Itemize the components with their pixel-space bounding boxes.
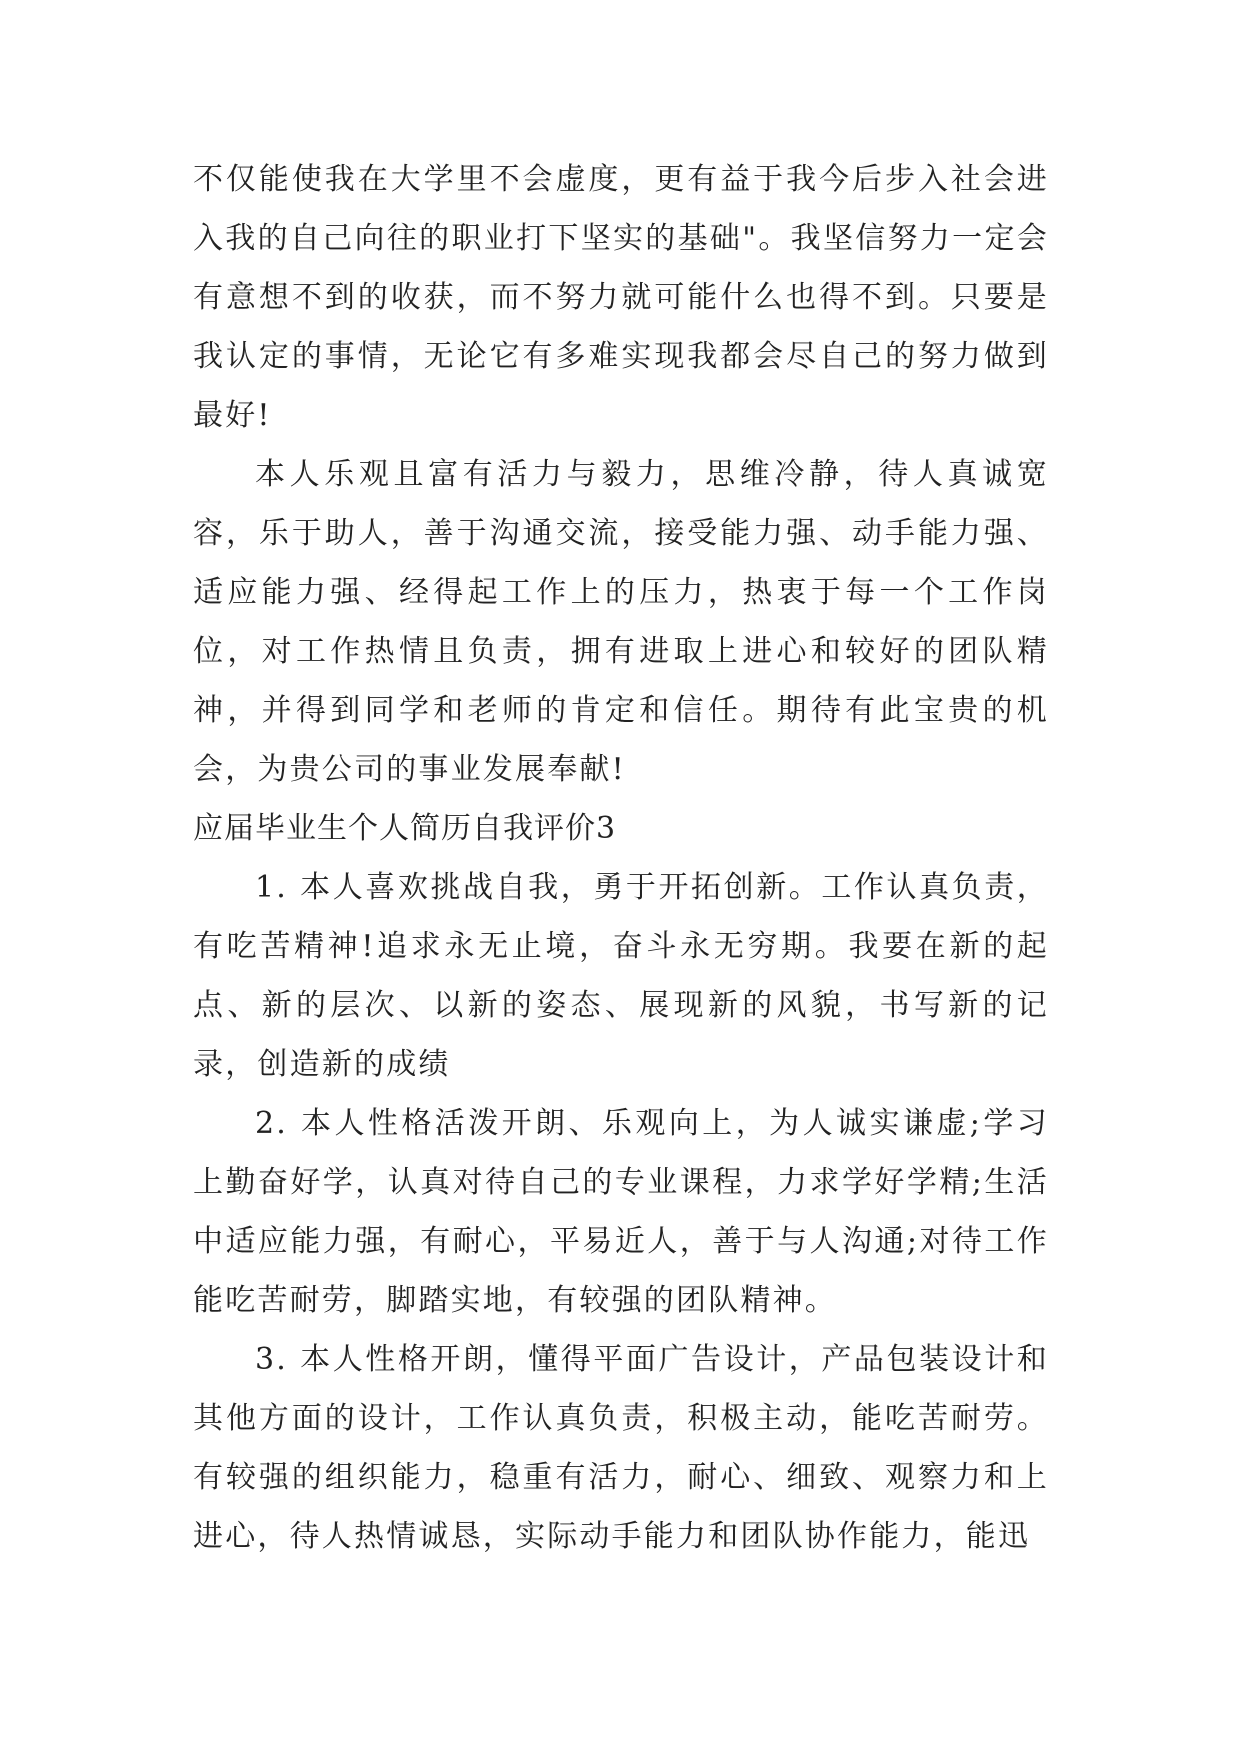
paragraph-continuation: 不仅能使我在大学里不会虚度，更有益于我今后步入社会进入我的自己向往的职业打下坚实的基础"。我坚信努力一定会有意想不到的收获，而不努力就可能什么也得不到。只要是我认定的事情，无论它有多难实现我都会尽自己的努力做到最好! xyxy=(193,162,1049,433)
document-body xyxy=(193,150,1049,1566)
section-heading: 应届毕业生个人简历自我评价3 xyxy=(193,811,617,846)
list-item-2: 2. 本人性格活泼开朗、乐观向上，为人诚实谦虚;学习上勤奋好学，认真对待自己的专业课程，力求学好学精;生活中适应能力强，有耐心，平易近人，善于与人沟通;对待工作能吃苦耐劳，脚踏实地，有较强的团队精神。 xyxy=(193,1106,1049,1318)
list-item-1: 1. 本人喜欢挑战自我，勇于开拓创新。工作认真负责，有吃苦精神!追求永无止境，奋斗永无穷期。我要在新的起点、新的层次、以新的姿态、展现新的风貌，书写新的记录，创造新的成绩 xyxy=(193,870,1049,1082)
list-item-3: 3. 本人性格开朗，懂得平面广告设计，产品包装设计和其他方面的设计，工作认真负责，积极主动，能吃苦耐劳。有较强的组织能力，稳重有活力，耐心、细致、观察力和上进心，待人热情诚恳，实际动手能力和团队协作能力，能迅 xyxy=(193,1342,1049,1554)
paragraph-self-description: 本人乐观且富有活力与毅力，思维冷静，待人真诚宽容，乐于助人，善于沟通交流，接受能力强、动手能力强、适应能力强、经得起工作上的压力，热衷于每一个工作岗位，对工作热情且负责，拥有进取上进心和较好的团队精神，并得到同学和老师的肯定和信任。期待有此宝贵的机会，为贵公司的事业发展奉献! xyxy=(193,457,1049,787)
